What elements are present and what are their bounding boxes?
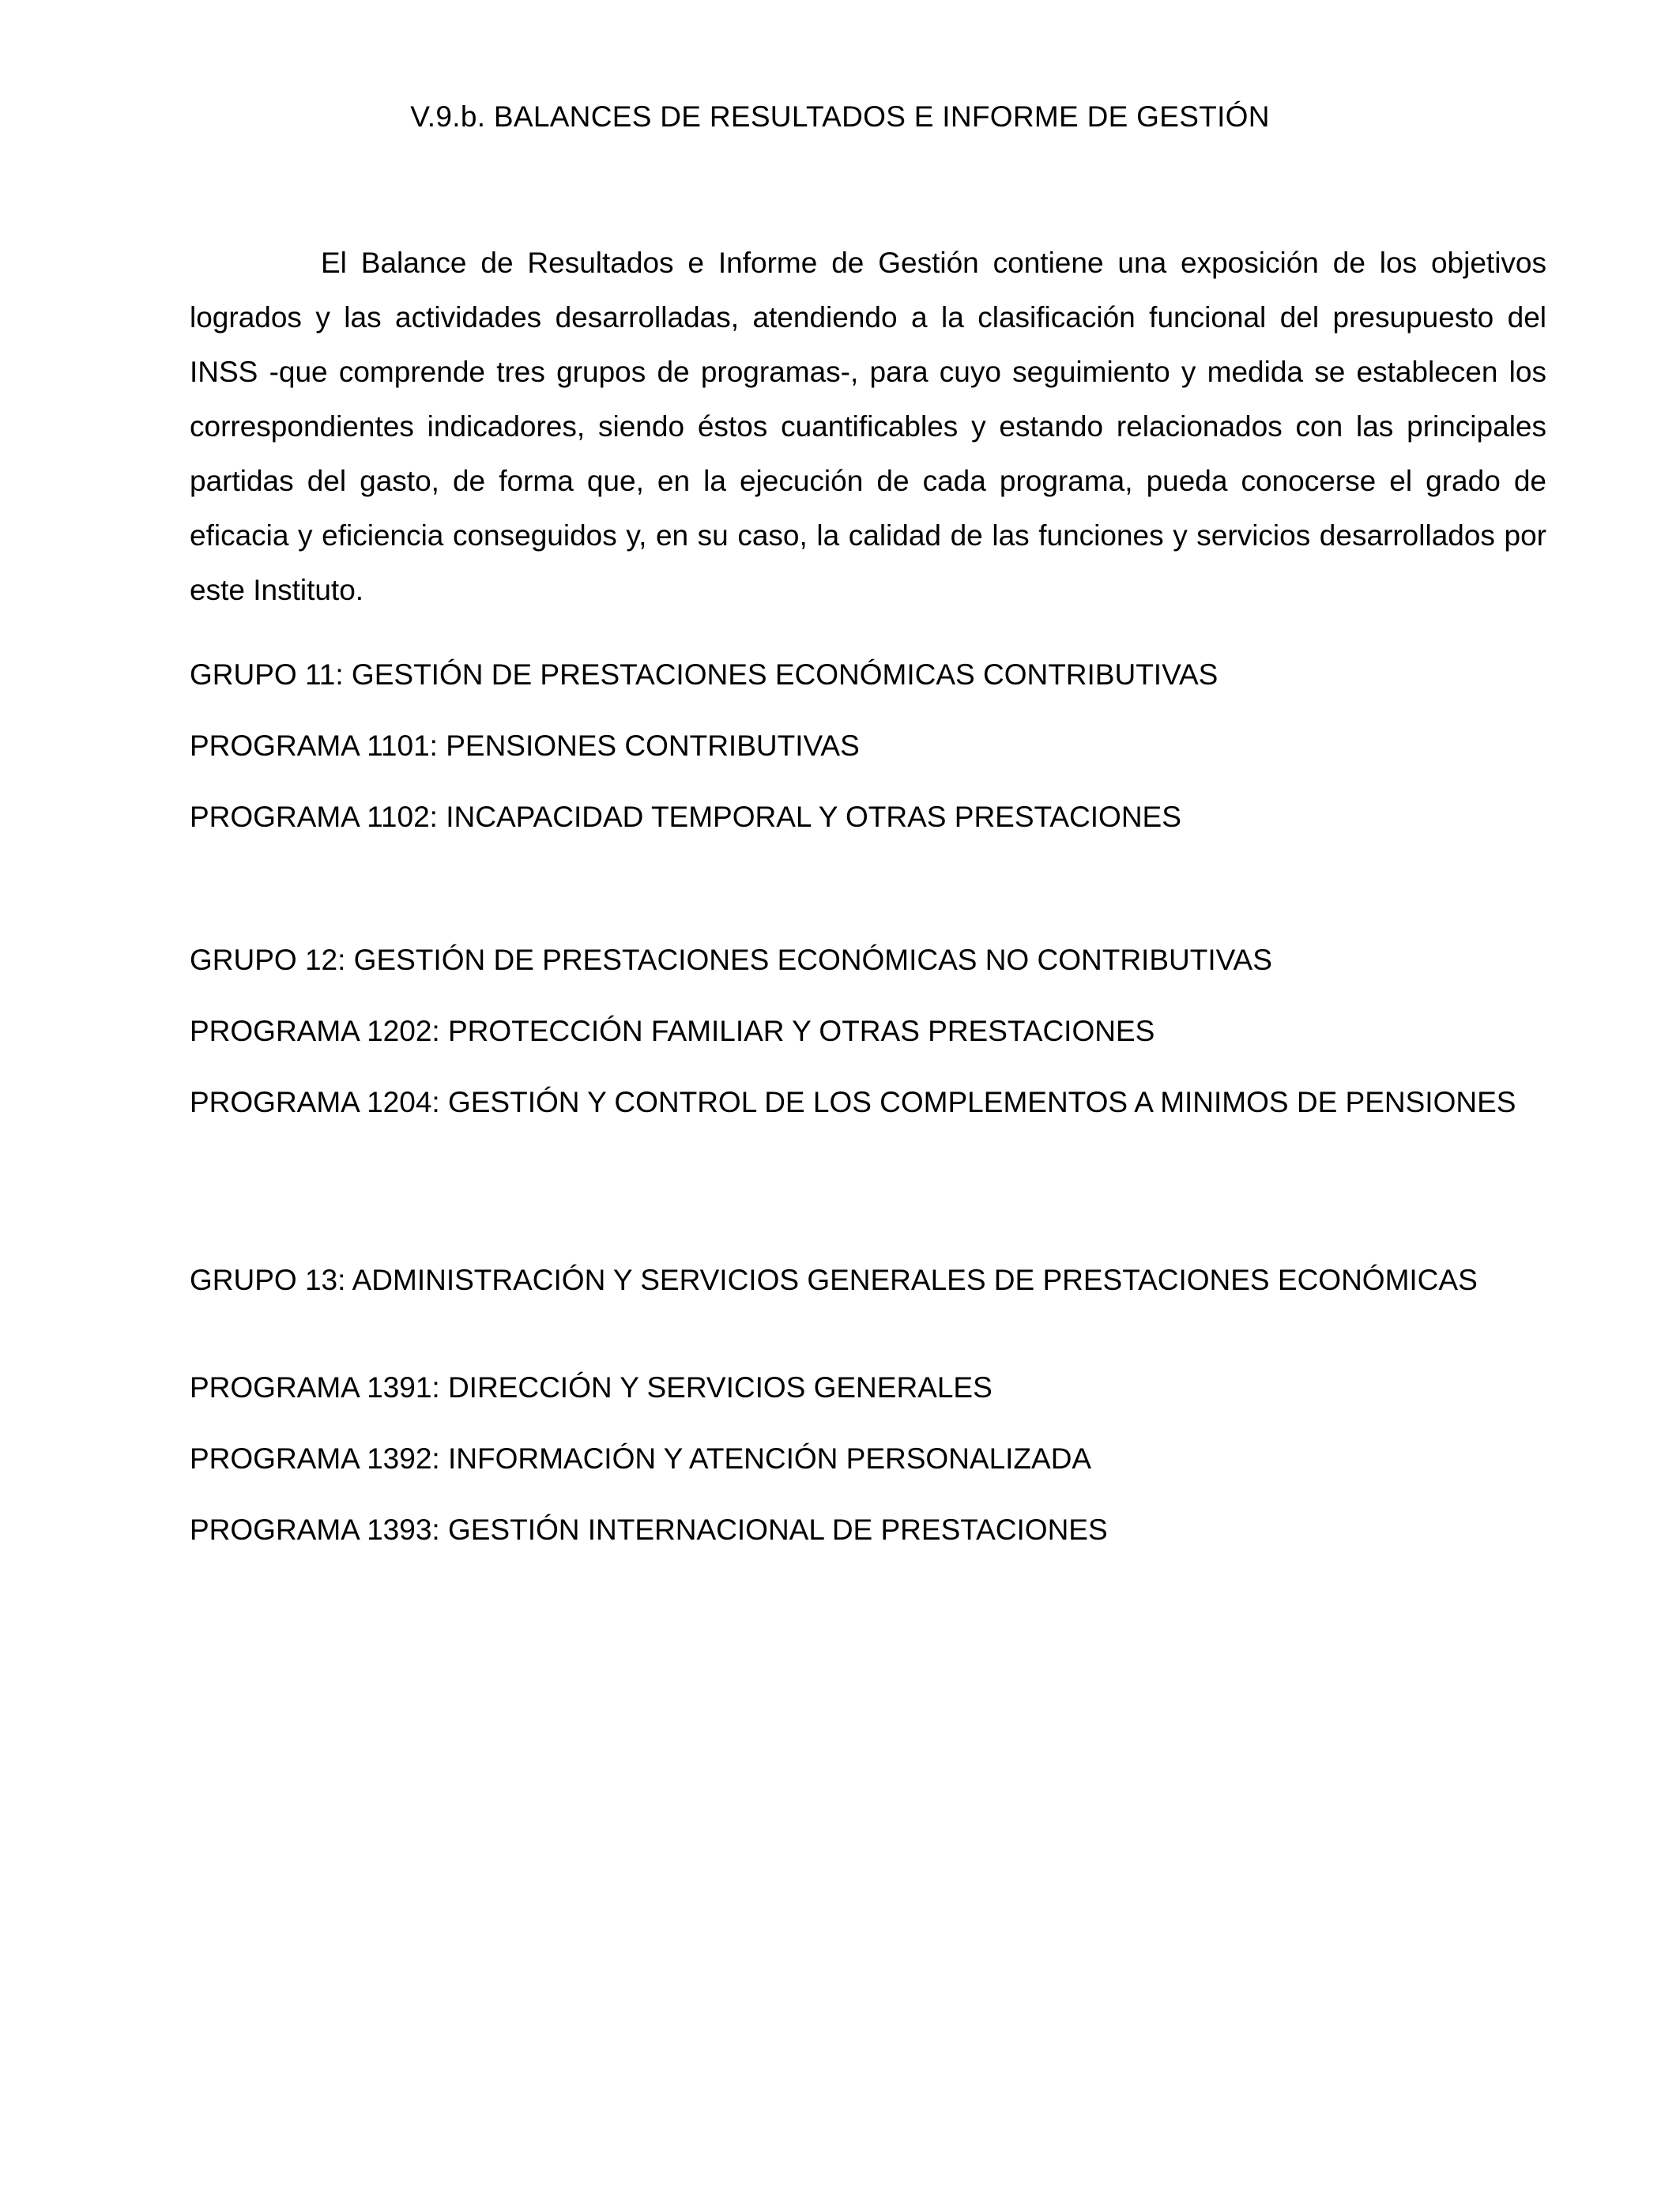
program-1202: PROGRAMA 1202: PROTECCIÓN FAMILIAR Y OTRAS PRESTACIONES <box>190 1015 1155 1047</box>
program-1391: PROGRAMA 1391: DIRECCIÓN Y SERVICIOS GENERALES <box>190 1371 993 1404</box>
document-title: V.9.b. BALANCES DE RESULTADOS E INFORME DE GESTIÓN <box>410 100 1270 133</box>
program-1102: PROGRAMA 1102: INCAPACIDAD TEMPORAL Y OTRAS PRESTACIONES <box>190 801 1181 833</box>
program-1393: PROGRAMA 1393: GESTIÓN INTERNACIONAL DE PRESTACIONES <box>190 1514 1108 1546</box>
group-13-heading: GRUPO 13: ADMINISTRACIÓN Y SERVICIOS GENERALES DE PRESTACIONES ECONÓMICAS <box>190 1264 1478 1296</box>
group-12-heading: GRUPO 12: GESTIÓN DE PRESTACIONES ECONÓMICAS NO CONTRIBUTIVAS <box>190 944 1272 976</box>
group-11-heading: GRUPO 11: GESTIÓN DE PRESTACIONES ECONÓMICAS CONTRIBUTIVAS <box>190 658 1219 691</box>
program-1204: PROGRAMA 1204: GESTIÓN Y CONTROL DE LOS COMPLEMENTOS A MINIMOS DE PENSIONES <box>190 1086 1516 1118</box>
program-1101: PROGRAMA 1101: PENSIONES CONTRIBUTIVAS <box>190 729 860 762</box>
intro-paragraph: El Balance de Resultados e Informe de Gestión contiene una exposición de los objetivos logrados y las actividades desarrolladas, atendiendo a la clasificación funcional del presupuesto del INSS -que comprende tres grupos de programas-, para cuyo seguimiento y medida se establecen los correspondientes indicadores, siendo éstos cuantificables y estando relacionados con las principales partidas del gasto, de forma que, en la ejecución de cada programa, pueda conocerse el grado de eficacia y eficiencia conseguidos y, en su caso, la calidad de las funciones y servicios desarrollados por este Instituto. <box>190 247 1546 606</box>
program-1392: PROGRAMA 1392: INFORMACIÓN Y ATENCIÓN PERSONALIZADA <box>190 1442 1092 1475</box>
